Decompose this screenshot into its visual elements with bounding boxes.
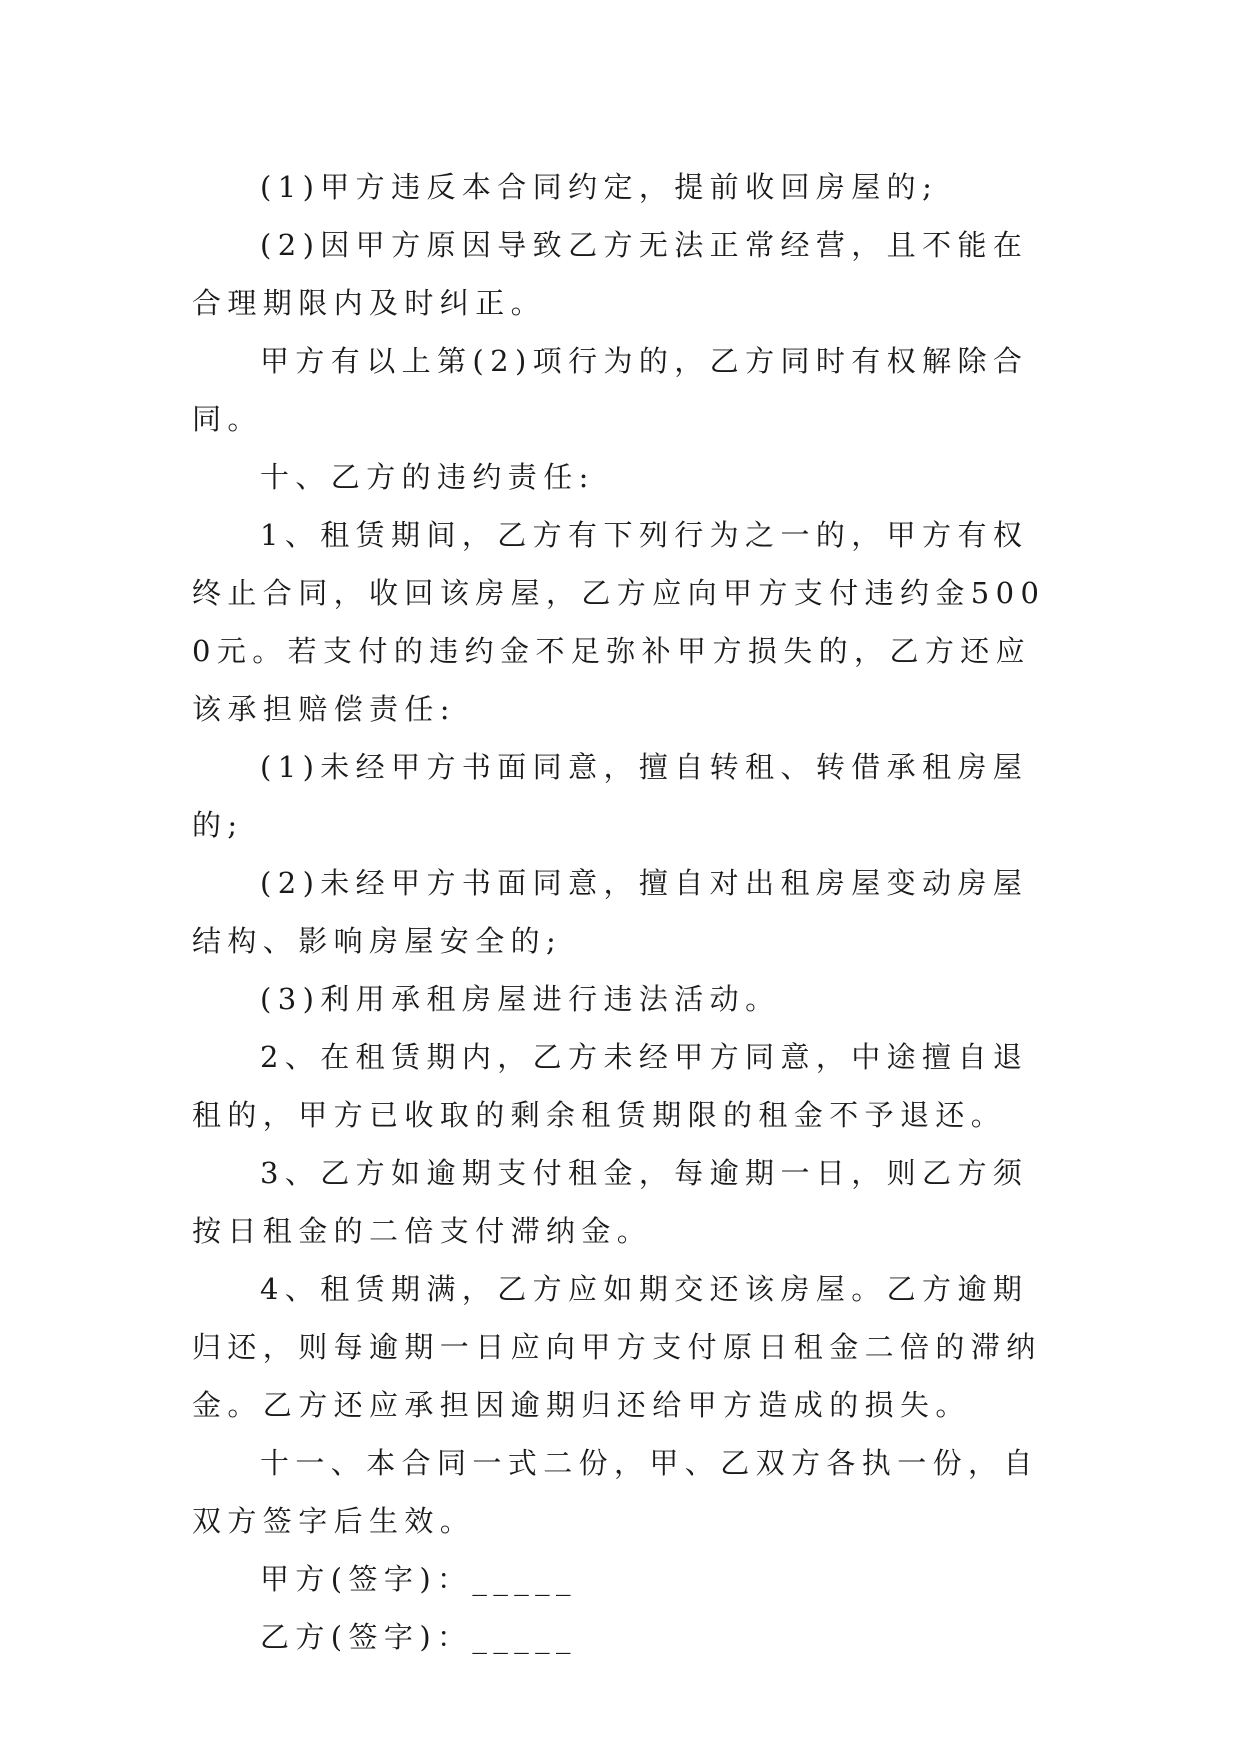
party-b-signature-line: 乙方(签字)：_____ — [260, 1620, 577, 1654]
section-11: 十一、本合同一式二份，甲、乙双方各执一份，自双方签字后生效。 — [192, 1446, 1039, 1538]
section-10-item-3: 3、乙方如逾期支付租金，每逾期一日，则乙方须按日租金的二倍支付滞纳金。 — [192, 1156, 1029, 1248]
section-10-heading: 十、乙方的违约责任: — [260, 460, 595, 494]
section-10-item-2: 2、在租赁期内，乙方未经甲方同意，中途擅自退租的，甲方已收取的剩余租赁期限的租金不予退还。 — [192, 1040, 1029, 1132]
clause-termination-right: 甲方有以上第(2)项行为的，乙方同时有权解除合同。 — [192, 344, 1029, 436]
party-a-signature-line: 甲方(签字)：_____ — [260, 1562, 577, 1596]
section-10-item-1: 1、租赁期间，乙方有下列行为之一的，甲方有权终止合同，收回该房屋，乙方应向甲方支付违约金5000元。若支付的违约金不足弥补甲方损失的，乙方还应该承担赔偿责任: — [192, 518, 1046, 726]
section-10-item-1-sub-1: (1)未经甲方书面同意，擅自转租、转借承租房屋的; — [192, 750, 1029, 842]
section-10-item-1-sub-2: (2)未经甲方书面同意，擅自对出租房屋变动房屋结构、影响房屋安全的; — [192, 866, 1029, 958]
document-body — [192, 158, 1062, 1666]
section-10-item-4: 4、租赁期满，乙方应如期交还该房屋。乙方逾期归还，则每逾期一日应向甲方支付原日租金二倍的滞纳金。乙方还应承担因逾期归还给甲方造成的损失。 — [192, 1272, 1042, 1422]
clause-1-early-recovery: (1)甲方违反本合同约定，提前收回房屋的; — [260, 170, 939, 204]
clause-2-unable-operate: (2)因甲方原因导致乙方无法正常经营，且不能在合理期限内及时纠正。 — [192, 228, 1029, 320]
section-10-item-1-sub-3: (3)利用承租房屋进行违法活动。 — [260, 982, 781, 1016]
